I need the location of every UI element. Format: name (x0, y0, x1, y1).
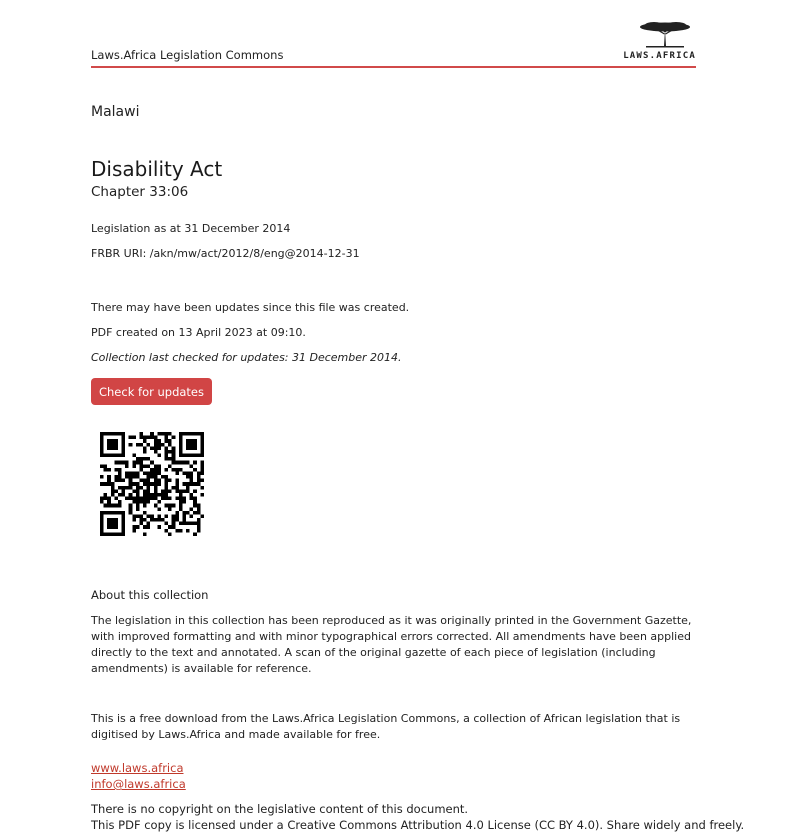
pdf-created: PDF created on 13 April 2023 at 09:10. (91, 326, 306, 339)
about-paragraph: The legislation in this collection has been reproduced as it was originally printed in the Government Gazette, with improved formatting and with minor typographical errors corrected. All amendments have been applied directly to the text and annotated. A scan of the original gazette of each piece of legislation (including amendments) is available for reference. (91, 614, 692, 675)
email-link[interactable]: info@laws.africa (91, 777, 186, 791)
free-download-paragraph: This is a free download from the Laws.Africa Legislation Commons, a collection of African legislation that is digitised by Laws.Africa and made available for free. (91, 712, 681, 741)
about-heading: About this collection (91, 588, 209, 602)
page-header (91, 20, 696, 68)
copyright-note: There is no copyright on the legislative content of this document. (91, 802, 469, 816)
acacia-tree-icon (636, 20, 694, 50)
laws-africa-logo (623, 20, 696, 64)
qr-code-icon[interactable] (100, 432, 204, 536)
country-label: Malawi (91, 104, 140, 120)
license-note: This PDF copy is licensed under a Creative Commons Attribution 4.0 License (CC BY 4.0). Share widely and freely. (91, 818, 745, 832)
logo-text: LAWS.AFRICA (623, 51, 696, 61)
website-link[interactable]: www.laws.africa (91, 761, 184, 775)
collection-checked: Collection last checked for updates: 31 December 2014. (91, 351, 402, 364)
legislation-date: Legislation as at 31 December 2014 (91, 222, 291, 235)
updates-note: There may have been updates since this file was created. (91, 301, 410, 314)
chapter-label: Chapter 33:06 (91, 184, 189, 200)
check-for-updates-button[interactable]: Check for updates (91, 378, 212, 405)
header-title: Laws.Africa Legislation Commons (91, 48, 284, 62)
act-title: Disability Act (91, 157, 223, 181)
frbr-uri: FRBR URI: /akn/mw/act/2012/8/eng@2014-12-31 (91, 247, 360, 260)
